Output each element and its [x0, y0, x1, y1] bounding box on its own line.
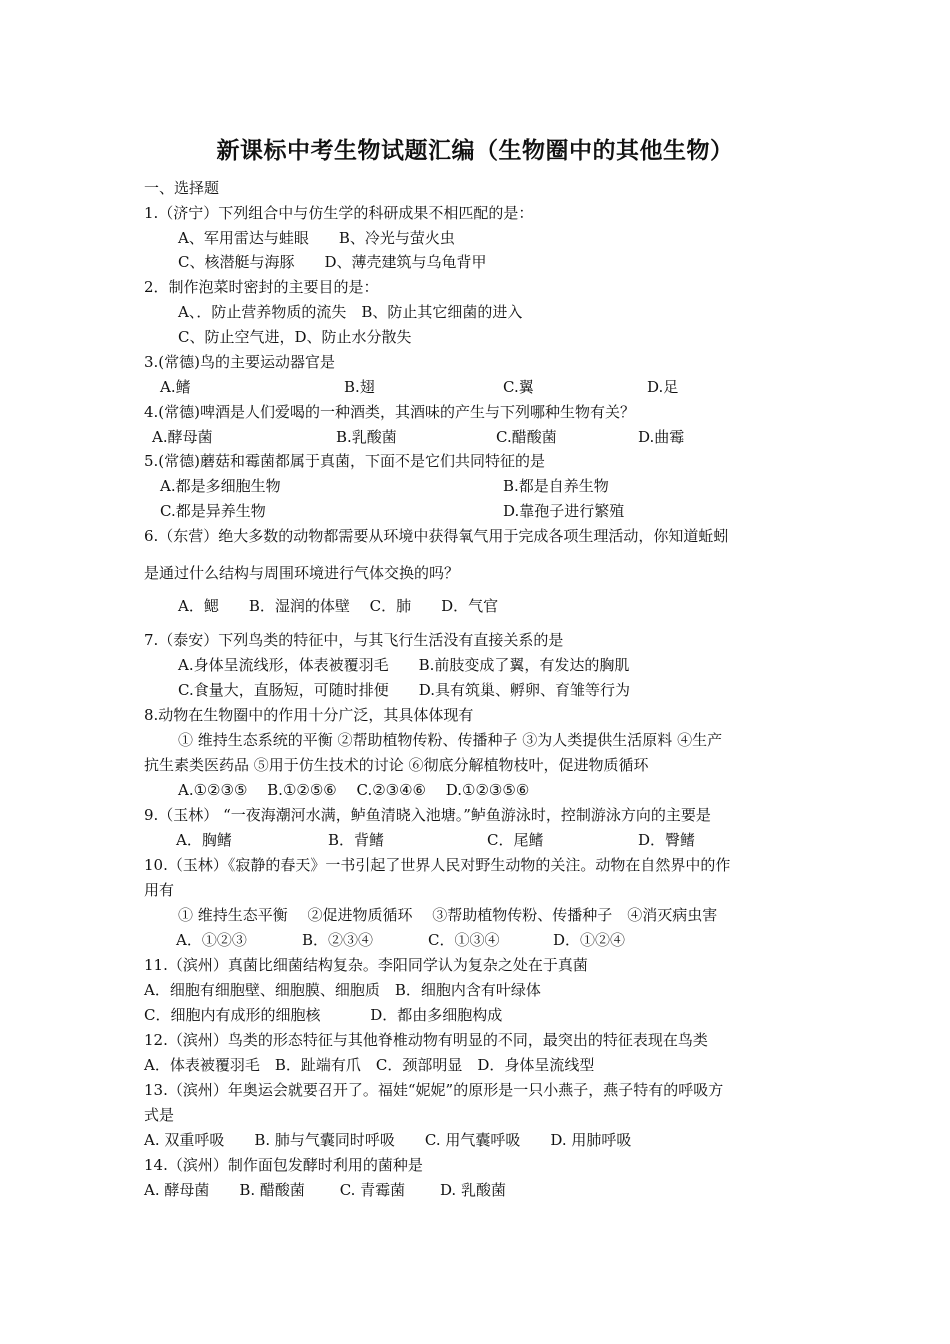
question-8-options: A.①②③⑤ B.①②⑤⑥ C.②③④⑥ D.①②③⑤⑥	[178, 781, 530, 799]
question-10-stem-line-2: 用有	[144, 881, 175, 899]
question-14-stem: 14.（滨州）制作面包发酵时利用的菌种是	[144, 1156, 423, 1174]
question-5-option-b: B.都是自养生物	[503, 477, 609, 495]
question-1-options-row-2: C、核潜艇与海豚 D、薄壳建筑与乌龟背甲	[178, 253, 487, 271]
document-title: 新课标中考生物试题汇编（生物圈中的其他生物）	[216, 137, 734, 164]
question-11-stem: 11.（滨州）真菌比细菌结构复杂。李阳同学认为复杂之处在于真菌	[144, 956, 588, 974]
question-7-stem: 7.（泰安）下列鸟类的特征中，与其飞行生活没有直接关系的是	[144, 631, 564, 649]
question-13-stem-line-2: 式是	[144, 1106, 175, 1124]
question-6-stem-line-1: 6.（东营）绝大多数的动物都需要从环境中获得氧气用于完成各项生理活动，你知道蚯蚓	[144, 527, 729, 545]
question-2-options-row-2: C、防止空气进，D、防止水分散失	[178, 328, 412, 346]
question-3-option-c: C.翼	[503, 378, 534, 396]
question-9-option-a: A．胸鳍	[176, 831, 232, 849]
question-8-stem: 8.动物在生物圈中的作用十分广泛，其具体体现有	[144, 706, 474, 724]
question-9-stem: 9.（玉林） “一夜海潮河水满，鲈鱼清晓入池塘。”鲈鱼游泳时，控制游泳方向的主要是	[144, 806, 711, 824]
question-3-option-d: D.足	[647, 378, 679, 396]
question-5-option-c: C.都是异养生物	[160, 502, 266, 520]
question-4-option-c: C.醋酸菌	[496, 428, 557, 446]
section-heading: 一、选择题	[144, 179, 220, 197]
question-5-stem: 5.(常德)蘑菇和霉菌都属于真菌，下面不是它们共同特征的是	[144, 452, 546, 470]
question-1-stem: 1.（济宁）下列组合中与仿生学的科研成果不相匹配的是：	[144, 204, 534, 222]
question-10-items: ① 维持生态平衡 ②促进物质循环 ③帮助植物传粉、传播种子 ④消灭病虫害	[178, 906, 718, 924]
question-9-option-b: B．背鳍	[328, 831, 385, 849]
question-3-option-b: B.翅	[344, 378, 375, 396]
question-6-stem-line-2: 是通过什么结构与周围环境进行气体交换的吗？	[144, 564, 460, 582]
question-4-stem: 4.(常德)啤酒是人们爱喝的一种酒类，其酒味的产生与下列哪种生物有关？	[144, 403, 636, 421]
question-10-option-b: B．②③④	[302, 931, 374, 949]
question-6-options: A．鳃 B．湿润的体壁 C．肺 D．气官	[178, 597, 499, 615]
question-11-options-row-2: C．细胞内有成形的细胞核 D．都由多细胞构成	[144, 1006, 503, 1024]
question-3-stem: 3.(常德)鸟的主要运动器官是	[144, 353, 336, 371]
question-5-option-d: D.靠孢子进行繁殖	[503, 502, 625, 520]
question-10-option-d: D．①②④	[553, 931, 626, 949]
question-10-stem-line-1: 10.（玉林）《寂静的春天》一书引起了世界人民对野生动物的关注。动物在自然界中的作	[144, 856, 731, 874]
question-2-options-row-1: A、．防止营养物质的流失 B、防止其它细菌的进入	[178, 303, 523, 321]
question-4-option-d: D.曲霉	[638, 428, 685, 446]
question-9-option-d: D．臀鳍	[638, 831, 696, 849]
question-9-option-c: C．尾鳍	[487, 831, 544, 849]
question-12-options: A．体表被覆羽毛 B．趾端有爪 C．颈部明显 D．身体呈流线型	[144, 1056, 595, 1074]
question-7-options-row-2: C.食量大，直肠短，可随时排便 D.具有筑巢、孵卵、育雏等行为	[178, 681, 630, 699]
question-14-options: A. 酵母菌 B. 醋酸菌 C. 青霉菌 D. 乳酸菌	[144, 1181, 506, 1199]
question-8-items-line-2: 抗生素类医药品 ⑤用于仿生技术的讨论 ⑥彻底分解植物枝叶，促进物质循环	[144, 756, 649, 774]
question-7-options-row-1: A.身体呈流线形，体表被覆羽毛 B.前肢变成了翼，有发达的胸肌	[178, 656, 630, 674]
question-13-options: A. 双重呼吸 B. 肺与气囊同时呼吸 C. 用气囊呼吸 D. 用肺呼吸	[144, 1131, 632, 1149]
question-12-stem: 12.（滨州）鸟类的形态特征与其他脊椎动物有明显的不同，最突出的特征表现在鸟类	[144, 1031, 708, 1049]
question-13-stem-line-1: 13.（滨州）年奥运会就要召开了。福娃“妮妮”的原形是一只小燕子，燕子特有的呼吸方	[144, 1081, 724, 1099]
question-1-options-row-1: A、军用雷达与蛙眼 B、冷光与萤火虫	[178, 229, 455, 247]
question-3-option-a: A.鳍	[160, 378, 191, 396]
question-11-options-row-1: A．细胞有细胞壁、细胞膜、细胞质 B．细胞内含有叶绿体	[144, 981, 541, 999]
question-5-option-a: A.都是多细胞生物	[160, 477, 281, 495]
question-4-option-b: B.乳酸菌	[336, 428, 397, 446]
question-4-option-a: A.酵母菌	[152, 428, 213, 446]
question-10-option-a: A．①②③	[176, 931, 247, 949]
question-2-stem: 2．制作泡菜时密封的主要目的是：	[144, 278, 379, 296]
question-8-items-line-1: ① 维持生态系统的平衡 ②帮助植物传粉、传播种子 ③为人类提供生活原料 ④生产	[178, 731, 723, 749]
question-10-option-c: C．①③④	[428, 931, 500, 949]
